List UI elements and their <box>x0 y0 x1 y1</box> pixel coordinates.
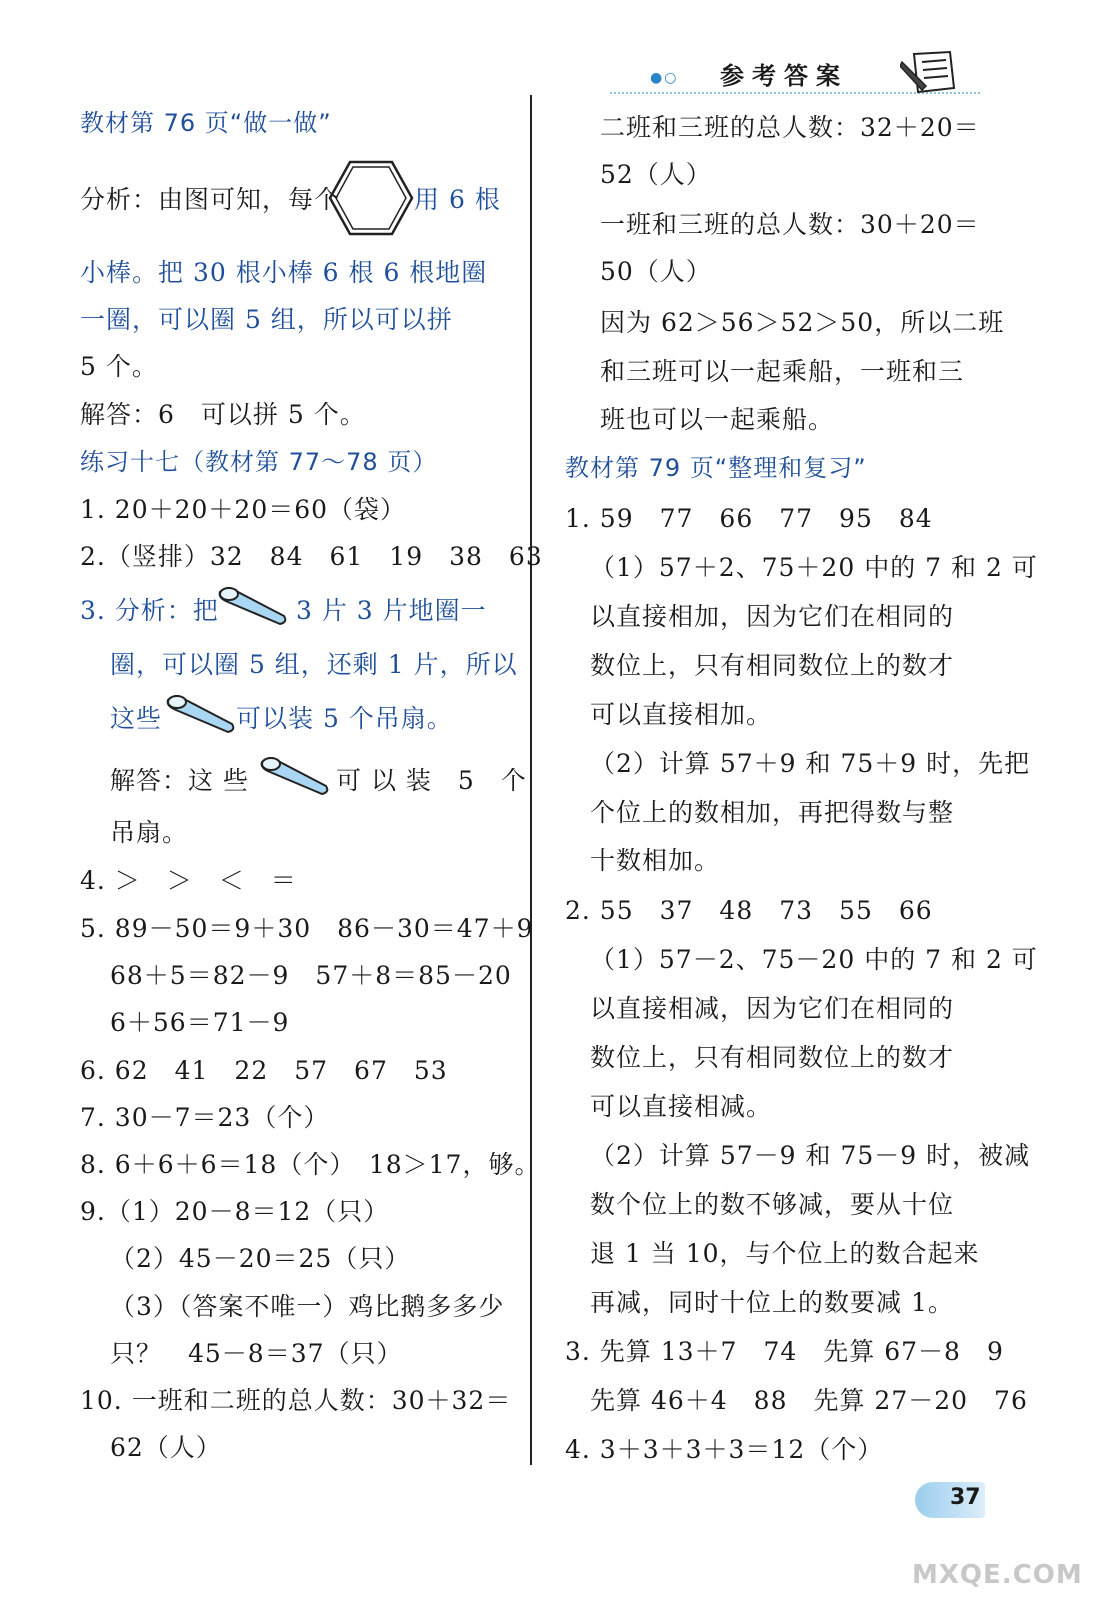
right-line: 3. 先算 13＋7 74 先算 67－8 9 <box>565 1337 1004 1366</box>
left-line: 可以装 5 个吊扇。 <box>236 704 453 733</box>
fan-blade-icon <box>214 582 290 628</box>
watermark: MXQE.COM <box>912 1560 1083 1590</box>
left-line: 5. 89－50＝9＋30 86－30＝47＋9 <box>80 914 534 943</box>
right-line: 班也可以一起乘船。 <box>600 405 835 434</box>
page-number: 37 <box>950 1485 981 1510</box>
right-line: 52（人） <box>600 160 712 189</box>
left-line: 5 个。 <box>80 352 158 381</box>
right-line: 先算 46＋4 88 先算 27－20 76 <box>590 1386 1028 1415</box>
left-line: 圈，可以圈 5 组，还剩 1 片，所以 <box>110 650 518 679</box>
right-line: 以直接相减，因为它们在相同的 <box>590 994 955 1023</box>
column-divider <box>530 95 532 1465</box>
left-line: 6＋56＝71－9 <box>110 1008 290 1037</box>
left-line: 吊扇。 <box>110 818 189 847</box>
right-line: 和三班可以一起乘船，一班和三 <box>600 357 965 386</box>
heading-textbook-p76: 教材第 76 页“做一做” <box>80 109 332 137</box>
left-line: 用 6 根 <box>414 185 501 214</box>
header-title: 参考答案 <box>720 62 848 90</box>
right-line: 退 1 当 10，与个位上的数合起来 <box>590 1239 980 1268</box>
left-line: 解答：6 可以拼 5 个。 <box>80 400 366 429</box>
right-line: 2. 55 37 48 73 55 66 <box>565 896 933 925</box>
right-line: 4. 3＋3＋3＋3＝12（个） <box>565 1435 884 1464</box>
left-line: 10. 一班和二班的总人数：30＋32＝ <box>80 1386 512 1415</box>
left-line: （2）45－20＝25（只） <box>110 1244 411 1273</box>
fan-blade-icon <box>162 690 238 736</box>
pencil-paper-icon <box>900 48 964 96</box>
left-line: 2.（竖排）32 84 61 19 38 63 <box>80 542 543 571</box>
right-line: 因为 62＞56＞52＞50，所以二班 <box>600 308 1005 337</box>
left-line: 一圈，可以圈 5 组，所以可以拼 <box>80 305 453 334</box>
right-line: 个位上的数相加，再把得数与整 <box>590 798 955 827</box>
left-line: 6. 62 41 22 57 67 53 <box>80 1056 448 1085</box>
right-line: 数位上，只有相同数位上的数才 <box>590 1043 955 1072</box>
right-line: 以直接相加，因为它们在相同的 <box>590 602 955 631</box>
right-line: 1. 59 77 66 77 95 84 <box>565 504 933 533</box>
left-line: 分析：由图可知，每个 <box>80 185 341 214</box>
right-line: （1）57＋2、75＋20 中的 7 和 2 可 <box>590 553 1038 582</box>
fan-blade-icon <box>256 752 332 798</box>
right-line: 50（人） <box>600 257 712 286</box>
left-line: 解答：这 些 <box>110 766 249 795</box>
left-line: 7. 30－7＝23（个） <box>80 1103 330 1132</box>
left-line: 68＋5＝82－9 57＋8＝85－20 <box>110 961 512 990</box>
right-line: 数个位上的数不够减，要从十位 <box>590 1190 955 1219</box>
right-line: （1）57－2、75－20 中的 7 和 2 可 <box>590 945 1038 974</box>
left-line: 1. 20＋20＋20＝60（袋） <box>80 495 407 524</box>
left-line: 只？ 45－8＝37（只） <box>110 1339 403 1368</box>
page-header <box>610 48 990 98</box>
heading-exercise-17: 练习十七（教材第 77～78 页） <box>80 448 438 476</box>
left-line: 4. ＞ ＞ ＜ ＝ <box>80 866 297 895</box>
left-line: 3 片 3 片地圈一 <box>296 596 487 625</box>
right-line: 可以直接相减。 <box>590 1092 773 1121</box>
left-line: （3）（答案不唯一）鸡比鹅多多少 <box>110 1292 505 1321</box>
left-line: 小棒。把 30 根小棒 6 根 6 根地圈 <box>80 258 488 287</box>
left-line: 62（人） <box>110 1433 222 1462</box>
left-line: 9.（1）20－8＝12（只） <box>80 1197 390 1226</box>
left-line: 这些 <box>110 704 163 733</box>
header-dots: ●○ <box>650 70 679 86</box>
right-line: （2）计算 57－9 和 75－9 时，被减 <box>590 1141 1031 1170</box>
left-line: 8. 6＋6＋6＝18（个） 18＞17，够。 <box>80 1150 541 1179</box>
right-line: 二班和三班的总人数：32＋20＝ <box>600 113 980 142</box>
hexagon-icon <box>328 158 414 238</box>
right-line: （2）计算 57＋9 和 75＋9 时，先把 <box>590 749 1031 778</box>
right-line: 可以直接相加。 <box>590 700 773 729</box>
right-line: 数位上，只有相同数位上的数才 <box>590 651 955 680</box>
left-line: 可 以 装 5 个 <box>336 766 527 795</box>
heading-textbook-p79: 教材第 79 页“整理和复习” <box>565 454 867 482</box>
right-line: 一班和三班的总人数：30＋20＝ <box>600 210 980 239</box>
right-line: 十数相加。 <box>590 846 721 875</box>
right-line: 再减，同时十位上的数要减 1。 <box>590 1288 954 1317</box>
left-line: 3. 分析：把 <box>80 596 219 625</box>
